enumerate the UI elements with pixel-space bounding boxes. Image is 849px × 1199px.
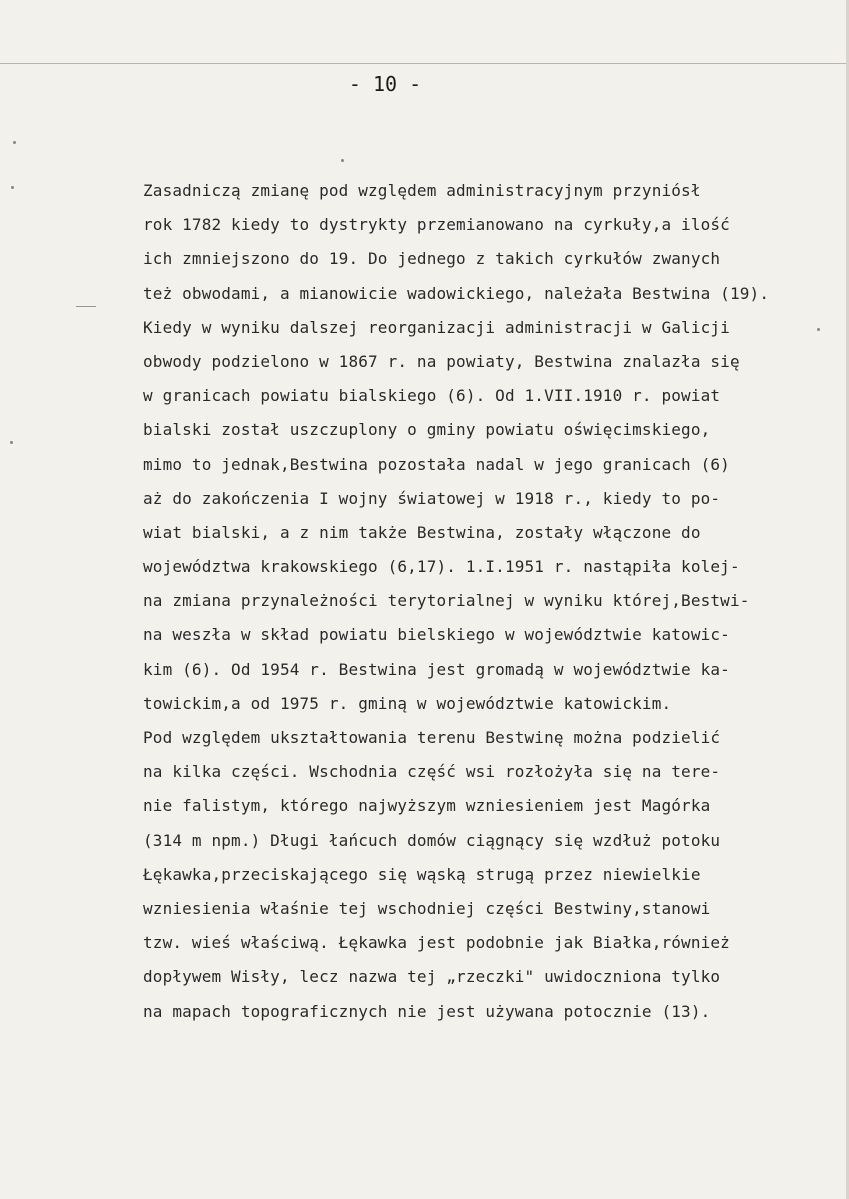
text-line: (314 m npm.) Długi łańcuch domów ciągnący się wzdłuż potoku [143, 830, 721, 850]
text-line: mimo to jednak,Bestwina pozostała nadal w jego granicach (6) [143, 454, 730, 474]
margin-dash [76, 306, 96, 307]
text-line: bialski został uszczuplony o gminy powiatu oświęcimskiego, [143, 420, 711, 440]
margin-dot [13, 141, 16, 144]
text-line: na mapach topograficznych nie jest używana potocznie (13). [143, 1001, 711, 1021]
text-line: wiat bialski, a z nim także Bestwina, zostały włączone do [143, 522, 701, 542]
text-line: towickim,a od 1975 r. gminą w województwie katowickim. [143, 693, 672, 713]
text-line: na weszła w skład powiatu bielskiego w województwie katowic- [143, 625, 730, 645]
text-line: też obwodami, a mianowicie wadowickiego, należała Bestwina (19). [143, 283, 770, 303]
text-line: kim (6). Od 1954 r. Bestwina jest gromadą w województwie ka- [143, 659, 730, 679]
body-text [143, 174, 813, 1029]
margin-dot [341, 159, 344, 162]
text-line: nie falistym, którego najwyższym wzniesieniem jest Magórka [143, 796, 711, 816]
text-line: dopływem Wisły, lecz nazwa tej „rzeczki" uwidoczniona tylko [143, 967, 721, 987]
text-line: Łękawka,przeciskającego się wąską strugą przez niewielkie [143, 864, 701, 884]
text-line: rok 1782 kiedy to dystrykty przemianowano na cyrkuły,a ilość [143, 215, 730, 235]
margin-dot [817, 328, 820, 331]
text-line: na kilka części. Wschodnia część wsi rozłożyła się na tere- [143, 762, 721, 782]
text-line: tzw. wieś właściwą. Łękawka jest podobnie jak Białka,również [143, 933, 730, 953]
text-line: obwody podzielono w 1867 r. na powiaty, Bestwina znalazła się [143, 351, 740, 371]
text-line: Zasadniczą zmianę pod względem administracyjnym przyniósł [143, 181, 701, 200]
scan-top-rule [0, 63, 849, 64]
text-line: województwa krakowskiego (6,17). 1.I.1951 r. nastąpiła kolej- [143, 557, 740, 577]
page-number: - 10 - [348, 72, 422, 96]
text-line: na zmiana przynależności terytorialnej w wyniku której,Bestwi- [143, 591, 750, 611]
text-line: aż do zakończenia I wojny światowej w 1918 r., kiedy to po- [143, 488, 721, 508]
text-line: w granicach powiatu bialskiego (6). Od 1.VII.1910 r. powiat [143, 386, 721, 406]
text-line: ich zmniejszono do 19. Do jednego z takich cyrkułów zwanych [143, 249, 721, 269]
text-line: Kiedy w wyniku dalszej reorganizacji administracji w Galicji [143, 317, 730, 337]
text-line: wzniesienia właśnie tej wschodniej części Bestwiny,stanowi [143, 898, 711, 918]
margin-dot [10, 441, 13, 444]
text-line: Pod względem ukształtowania terenu Bestwinę można podzielić [143, 728, 721, 747]
margin-dot [11, 186, 14, 189]
